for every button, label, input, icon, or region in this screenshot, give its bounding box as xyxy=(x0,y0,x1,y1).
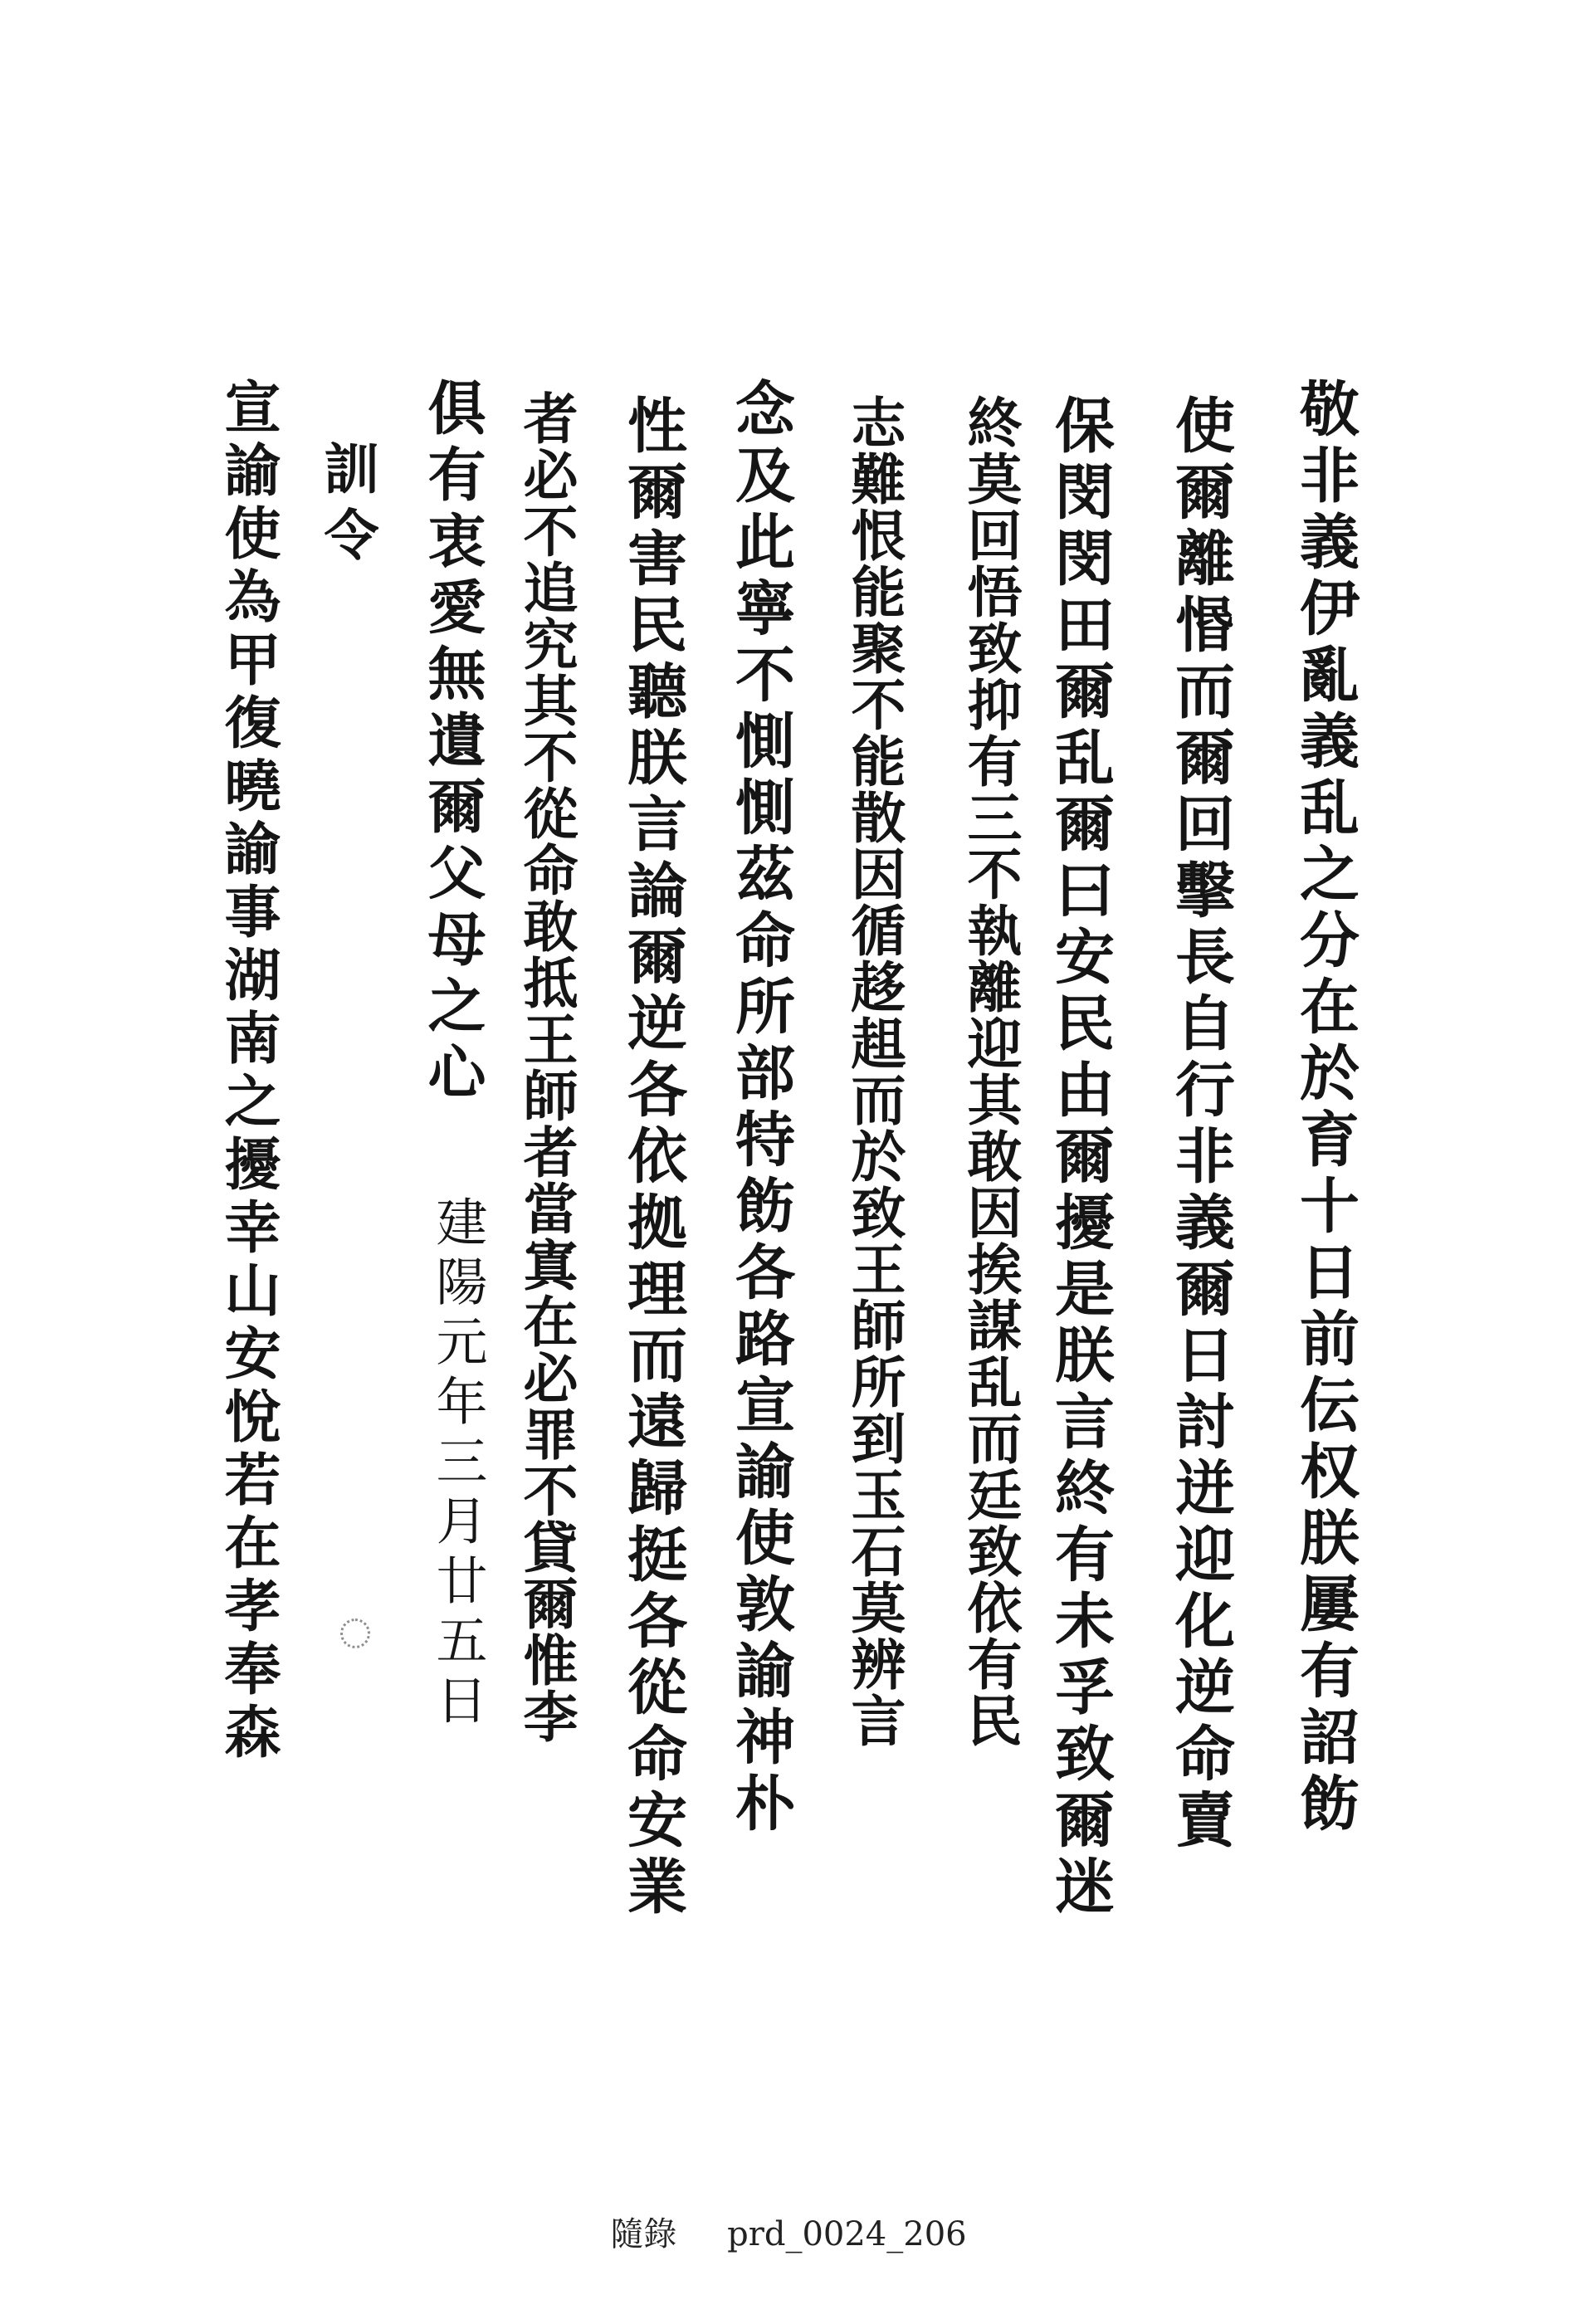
manuscript-column-9: 俱有衷愛無遺爾父母之心 xyxy=(418,378,487,1108)
date-line: 建陽元年三月廿五日 xyxy=(427,1195,488,1733)
manuscript-column-8: 者必不追究其不從命敢抵王師者當寘在必罪不貸爾惟李 xyxy=(514,390,579,1745)
manuscript-column-7: 性爾害民聽朕言論爾逆各依拠理而遠歸挺各從命安業 xyxy=(618,394,688,1921)
manuscript-column-1: 敬非義伊亂義乱之分在於育十日前伝权朕屢有詔飭 xyxy=(1290,378,1360,1838)
manuscript-column-6: 念及此寧不惻惻茲命所部特飭各路宣諭使敦諭神朴 xyxy=(725,378,796,1838)
manuscript-column-last: 宣諭使為甲復曉諭事湖南之擾幸山安悅若在孝奉森 xyxy=(215,378,281,1765)
seal-mark xyxy=(340,1618,370,1648)
manuscript-column-4: 終莫回悟致抑有三不執離迎其敢因挨謀乱而廷致依有民 xyxy=(958,394,1023,1749)
manuscript-column-2: 使爾離惽而爾回擊長自行非義爾日討迸迎化逆命賣 xyxy=(1165,394,1236,1855)
footer-page-id: prd_0024_206 xyxy=(727,2215,967,2253)
page-footer xyxy=(0,2208,1577,2255)
manuscript-column-5: 志難恨能聚不能散因循趍趄而於致王師所到玉石莫辨言 xyxy=(842,394,906,1749)
manuscript-column-3: 保閔閔田爾乱爾曰安民由爾擾是朕言終有未孚致爾迷 xyxy=(1045,394,1116,1921)
footer-title: 隨錄 xyxy=(610,2215,677,2253)
order-label: 訓令 xyxy=(315,440,379,573)
